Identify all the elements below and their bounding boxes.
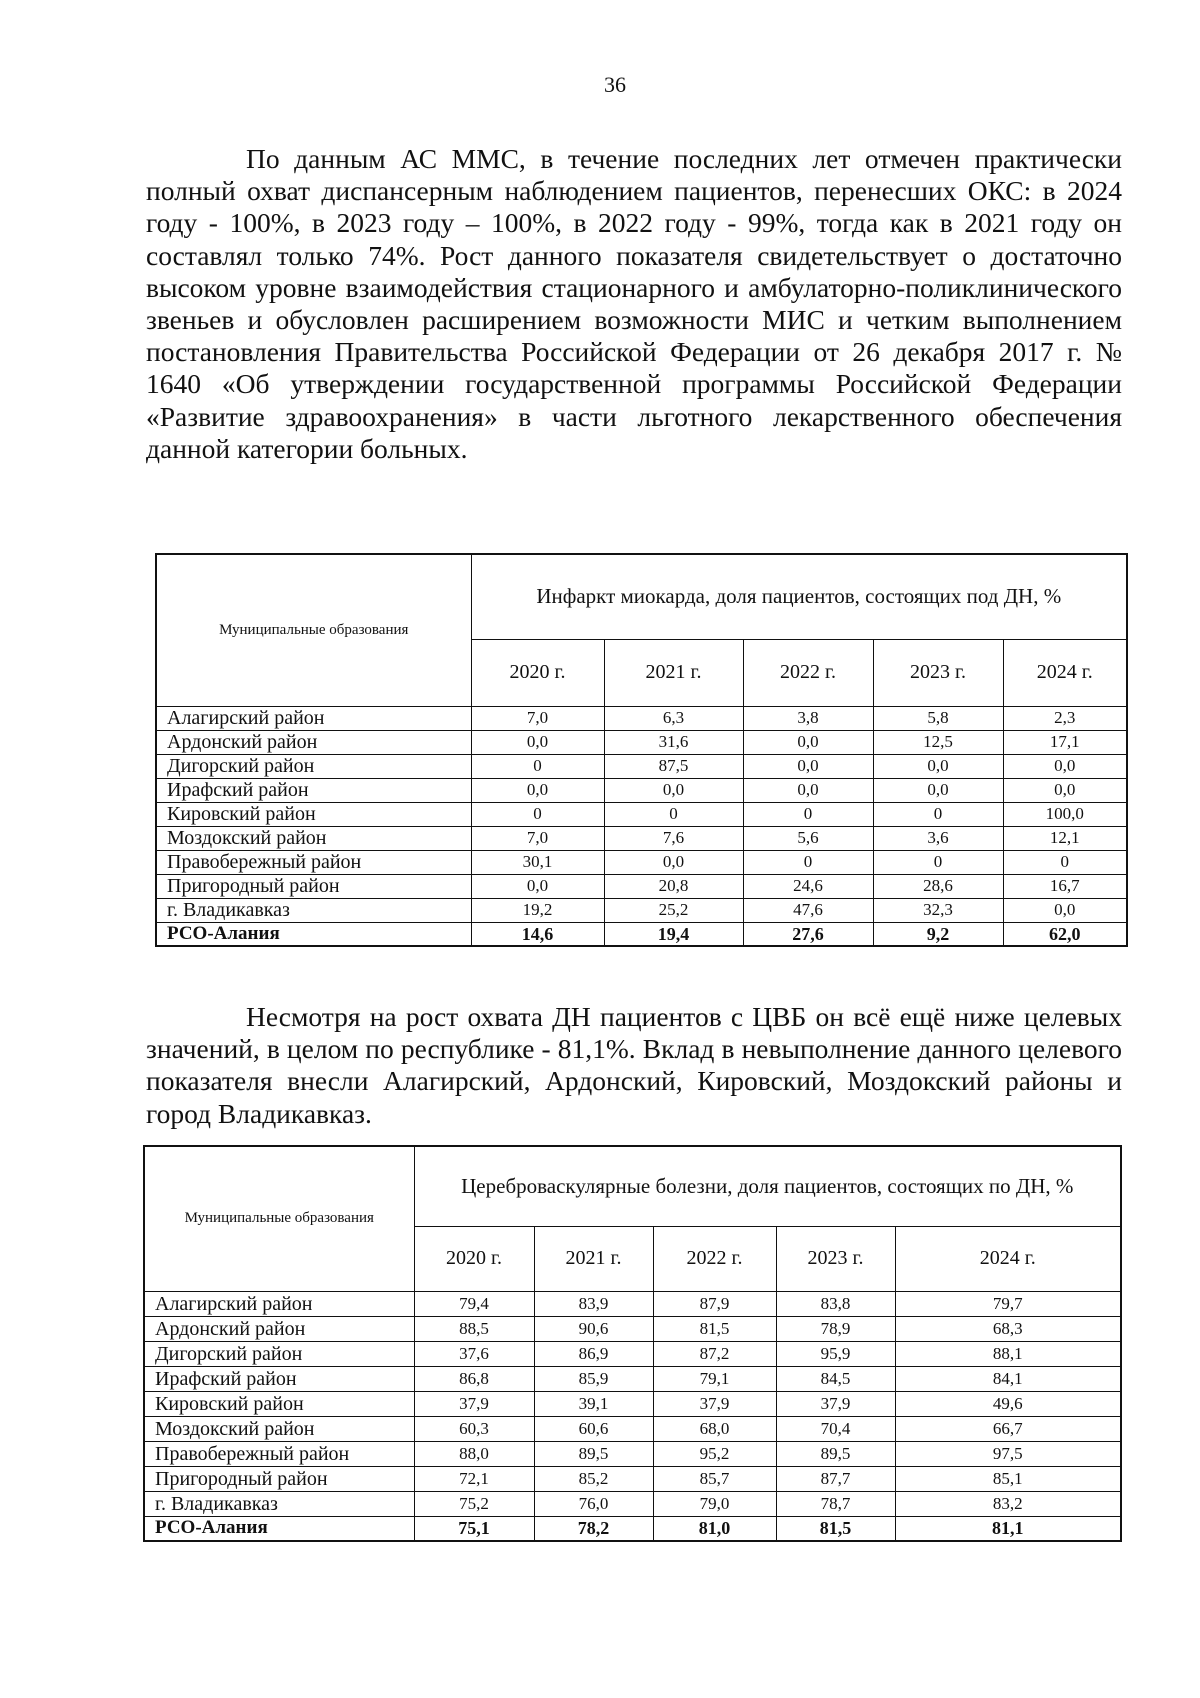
page-number: 36 [604,72,626,97]
row-value: 0,0 [743,754,873,778]
row-value: 7,0 [471,826,604,850]
row-value: 0,0 [604,778,743,802]
table-2-title: Цереброваскулярные болезни, доля пациентов, состоящих по ДН, % [414,1146,1121,1226]
row-value: 88,5 [414,1316,534,1341]
table-row [156,754,1127,778]
row-value: 75,2 [414,1491,534,1516]
row-value: 81,1 [895,1516,1121,1541]
row-value: 0,0 [471,778,604,802]
row-value: 16,7 [1003,874,1127,898]
table-row [144,1416,1121,1441]
row-value: 66,7 [895,1416,1121,1441]
row-municipality: Моздокский район [144,1416,414,1441]
row-value: 78,9 [776,1316,895,1341]
row-value: 76,0 [534,1491,653,1516]
row-value: 97,5 [895,1441,1121,1466]
row-value: 84,5 [776,1366,895,1391]
row-value: 70,4 [776,1416,895,1441]
row-value: 0 [604,802,743,826]
row-value: 0,0 [873,778,1003,802]
row-value: 7,6 [604,826,743,850]
paragraph-acs-coverage: По данным АС ММС, в течение последних лет отмечен практически полный охват диспансерным наблюдением пациентов, перенесших ОКС: в 2024 году - 100%, в 2023 году – 100%, в 2022 году - 99%, тогда как в 2021 году он составлял только 74%. Рост данного показателя свидетельствует о достаточно высоком уровне взаимодействия стационарного и амбулаторно-поликлинического звеньев и обусловлен расширением возможности МИС и четким выполнением постановления Правительства Российской Федерации от 26 декабря 2017 г. № 1640 «Об утверждении государственной программы Российской Федерации «Развитие здравоохранения» в части льготного лекарственного обеспечения данной категории больных. [146,143,1122,464]
table-1-title: Инфаркт миокарда, доля пациентов, состоящих под ДН, % [471,554,1127,639]
table-1-year: 2023 г. [873,639,1003,706]
row-municipality: Ирафский район [156,778,471,802]
row-value: 85,9 [534,1366,653,1391]
row-value: 87,9 [653,1291,776,1316]
row-value: 68,3 [895,1316,1121,1341]
row-value: 0,0 [1003,754,1127,778]
row-municipality: РСО-Алания [156,922,471,946]
table-1-year: 2020 г. [471,639,604,706]
table-1-year: 2024 г. [1003,639,1127,706]
row-municipality: Дигорский район [156,754,471,778]
row-value: 81,0 [653,1516,776,1541]
table-row [144,1491,1121,1516]
row-municipality: Алагирский район [156,706,471,730]
row-municipality: Кировский район [144,1391,414,1416]
table-myocardial-infarction [155,553,1128,947]
table-row [156,826,1127,850]
row-value: 85,2 [534,1466,653,1491]
row-municipality: Кировский район [156,802,471,826]
row-value: 60,6 [534,1416,653,1441]
row-municipality: Алагирский район [144,1291,414,1316]
row-value: 12,1 [1003,826,1127,850]
row-municipality: Правобережный район [144,1441,414,1466]
row-value: 37,9 [776,1391,895,1416]
row-value: 88,0 [414,1441,534,1466]
row-value: 0,0 [604,850,743,874]
row-value: 0 [743,850,873,874]
row-value: 86,9 [534,1341,653,1366]
row-municipality: Моздокский район [156,826,471,850]
row-value: 84,1 [895,1366,1121,1391]
row-value: 47,6 [743,898,873,922]
row-value: 85,1 [895,1466,1121,1491]
row-value: 0,0 [873,754,1003,778]
row-value: 0,0 [471,874,604,898]
row-municipality: Пригородный район [144,1466,414,1491]
row-value: 0,0 [1003,898,1127,922]
row-value: 0 [873,802,1003,826]
row-value: 83,9 [534,1291,653,1316]
row-municipality: Дигорский район [144,1341,414,1366]
row-value: 9,2 [873,922,1003,946]
table-2-year: 2022 г. [653,1226,776,1291]
row-value: 88,1 [895,1341,1121,1366]
row-municipality: Ардонский район [156,730,471,754]
row-value: 78,2 [534,1516,653,1541]
row-value: 0 [743,802,873,826]
row-value: 85,7 [653,1466,776,1491]
row-value: 31,6 [604,730,743,754]
row-value: 95,9 [776,1341,895,1366]
row-municipality: РСО-Алания [144,1516,414,1541]
row-municipality: Ирафский район [144,1366,414,1391]
row-value: 87,7 [776,1466,895,1491]
row-value: 78,7 [776,1491,895,1516]
table-2-muni-header: Муниципальные образования [144,1146,414,1291]
table-1-body [156,706,1127,946]
row-value: 95,2 [653,1441,776,1466]
row-municipality: Ардонский район [144,1316,414,1341]
table-2-year: 2024 г. [895,1226,1121,1291]
table-row [144,1391,1121,1416]
table-row [156,706,1127,730]
table-total-row [156,922,1127,946]
row-value: 0,0 [743,778,873,802]
row-value: 81,5 [776,1516,895,1541]
row-value: 14,6 [471,922,604,946]
row-value: 89,5 [776,1441,895,1466]
table-1-muni-header: Муниципальные образования [156,554,471,706]
row-value: 19,2 [471,898,604,922]
row-value: 0 [873,850,1003,874]
table-row [156,874,1127,898]
table-2-year: 2021 г. [534,1226,653,1291]
row-value: 87,5 [604,754,743,778]
row-value: 19,4 [604,922,743,946]
paragraph-cvd-coverage: Несмотря на рост охвата ДН пациентов с ЦВБ он всё ещё ниже целевых значений, в целом по республике - 81,1%. Вклад в невыполнение данного целевого показателя внесли Алагирский, Ардонский, Кировский, Моздокский районы и город Владикавказ. [146,1001,1122,1129]
row-value: 28,6 [873,874,1003,898]
row-value: 72,1 [414,1466,534,1491]
row-value: 39,1 [534,1391,653,1416]
row-municipality: г. Владикавказ [144,1491,414,1516]
row-value: 0 [471,802,604,826]
table-row [156,802,1127,826]
table-row [156,850,1127,874]
table-row [156,778,1127,802]
row-value: 37,6 [414,1341,534,1366]
row-value: 20,8 [604,874,743,898]
row-value: 62,0 [1003,922,1127,946]
table-2-year: 2023 г. [776,1226,895,1291]
row-value: 89,5 [534,1441,653,1466]
table-cerebrovascular [143,1145,1122,1542]
row-value: 79,1 [653,1366,776,1391]
row-value: 86,8 [414,1366,534,1391]
table-row [144,1341,1121,1366]
row-value: 60,3 [414,1416,534,1441]
table-row [144,1291,1121,1316]
table-1-year: 2021 г. [604,639,743,706]
table-row [144,1316,1121,1341]
row-value: 17,1 [1003,730,1127,754]
row-value: 27,6 [743,922,873,946]
row-value: 12,5 [873,730,1003,754]
row-value: 83,2 [895,1491,1121,1516]
row-value: 24,6 [743,874,873,898]
row-value: 0,0 [1003,778,1127,802]
table-2-year: 2020 г. [414,1226,534,1291]
row-value: 3,8 [743,706,873,730]
row-value: 0 [1003,850,1127,874]
row-value: 32,3 [873,898,1003,922]
row-value: 3,6 [873,826,1003,850]
row-value: 7,0 [471,706,604,730]
row-value: 68,0 [653,1416,776,1441]
row-value: 100,0 [1003,802,1127,826]
row-value: 25,2 [604,898,743,922]
row-value: 2,3 [1003,706,1127,730]
row-value: 87,2 [653,1341,776,1366]
row-value: 0,0 [743,730,873,754]
row-municipality: г. Владикавказ [156,898,471,922]
table-row [144,1466,1121,1491]
row-value: 79,4 [414,1291,534,1316]
row-value: 79,0 [653,1491,776,1516]
row-value: 37,9 [653,1391,776,1416]
row-value: 79,7 [895,1291,1121,1316]
row-value: 81,5 [653,1316,776,1341]
table-2-body [144,1291,1121,1541]
row-value: 5,8 [873,706,1003,730]
row-value: 6,3 [604,706,743,730]
row-municipality: Пригородный район [156,874,471,898]
table-row [156,898,1127,922]
row-value: 0 [471,754,604,778]
row-value: 30,1 [471,850,604,874]
row-value: 5,6 [743,826,873,850]
row-value: 37,9 [414,1391,534,1416]
table-row [144,1366,1121,1391]
row-value: 0,0 [471,730,604,754]
row-value: 83,8 [776,1291,895,1316]
table-total-row [144,1516,1121,1541]
row-value: 49,6 [895,1391,1121,1416]
table-row [144,1441,1121,1466]
row-municipality: Правобережный район [156,850,471,874]
table-1-year: 2022 г. [743,639,873,706]
table-row [156,730,1127,754]
row-value: 75,1 [414,1516,534,1541]
row-value: 90,6 [534,1316,653,1341]
